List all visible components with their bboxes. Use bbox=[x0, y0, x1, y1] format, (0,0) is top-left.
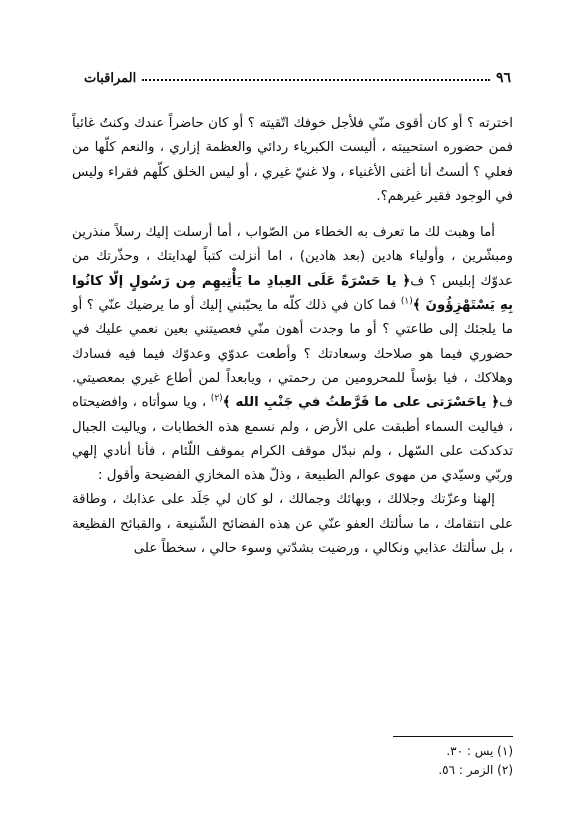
running-header bbox=[84, 62, 511, 86]
footnote-ref-2: (٢) bbox=[210, 393, 223, 404]
header-dot-leader bbox=[142, 79, 490, 81]
footnote-2: (٢) الزمر : ٥٦. bbox=[438, 763, 513, 777]
footnote-1: (١) يس : ٣٠. bbox=[446, 744, 513, 758]
paragraph-2-text-a: أما وهبت لك ما تعرف به الخطاء من الصّواب ، أما أرسلت إليك رسلاً منذرين ومبشّرين ، وأولياء هادين (بعد هادين) ، اما أنزلت كتباً لهدايتك ، وحذّرتك من عدوّك إبليس ؟ ف bbox=[72, 225, 513, 289]
footnotes bbox=[300, 742, 513, 780]
page-number: ٩٦ bbox=[495, 70, 511, 86]
paragraph-1: اخترته ؟ أو كان أقوى منّي فلأجل خوفك اتّقيته ؟ أو كان حاضراً عندك وكنتُ غائباً فمن حضوره استحييته ، أليست الكبرياء ردائي والعظمة إزاري ، والنعم كلّها من فعلي ؟ ألستُ أنا أغنى الأغنياء ، ولا غنيّ غيري ، أو ليس الخلق كلّهم فقراء وليس في الوجود فقير غيرهم؟. bbox=[72, 116, 513, 204]
footnote-ref-1: (١) bbox=[400, 296, 413, 307]
footnote-divider bbox=[393, 736, 513, 737]
paragraph-2-text-b: فما كان في ذلك كلّه ما يحبّبني إليك أو ما يرضيك عنّي ؟ أو ما يلجئك إلى طاعتي ؟ أو ما وجدت أهون منّي فعصيتني بعين نعمي عليك في حضوري فيما هو صلاحك وسعادتك ؟ وأطعت عدوّي وعدوّك فيما فيه فسادك وهلاكك ، فيا بؤساً للمحرومين من رحمتي ، ويابعداً لمن أطاع غيري بمعصيتي. ف bbox=[72, 298, 513, 411]
quran-verse-1: ﴿ يا حَسْرَةً عَلَى العِبادِ ما يَأْتِيهِم مِن رَسُولٍ إلّا كانُوا بِهِ يَسْتَهْزِؤُونَ ﴾ bbox=[72, 273, 514, 314]
quran-verse-2: ﴿ ياحَسْرَتى على ما فَرَّطتُ في جَنْبِ الله ﴾ bbox=[222, 395, 500, 411]
paragraph-2-text-c: ، ويا سوأتاه ، وافضيحتاه ، فياليت السماء أطبقت على الأرض ، ولم نسمع هذه الخطابات ، وياليت الجبال تدكدكت على السّهل ، ولم نبدّل موقف الكرام بموقف اللّئام ، فأنا أنادي إلهي وربّي وسيّدي من مهوى عوالم الطبيعة ، وذلّ هذه المخازي الفضيحة وأقول : bbox=[72, 395, 513, 484]
paragraph-2 bbox=[72, 221, 513, 488]
main-text bbox=[72, 112, 513, 561]
paragraph-3: إلهنا وعزّتك وجلالك ، وبهائك وجمالك ، لو كان لي جَلَد على عذابك ، وطاقة على انتقامك ، ما سألتك العفو عنّي عن هذه الفضائح الشّنيعة ، والقبائح الفظيعة ، بل سألتك عذابي ونكالي ، ورضيت بشدّتي وسوء حالي ، سخطاً على bbox=[72, 492, 513, 557]
running-title: المراقبات bbox=[84, 71, 137, 86]
